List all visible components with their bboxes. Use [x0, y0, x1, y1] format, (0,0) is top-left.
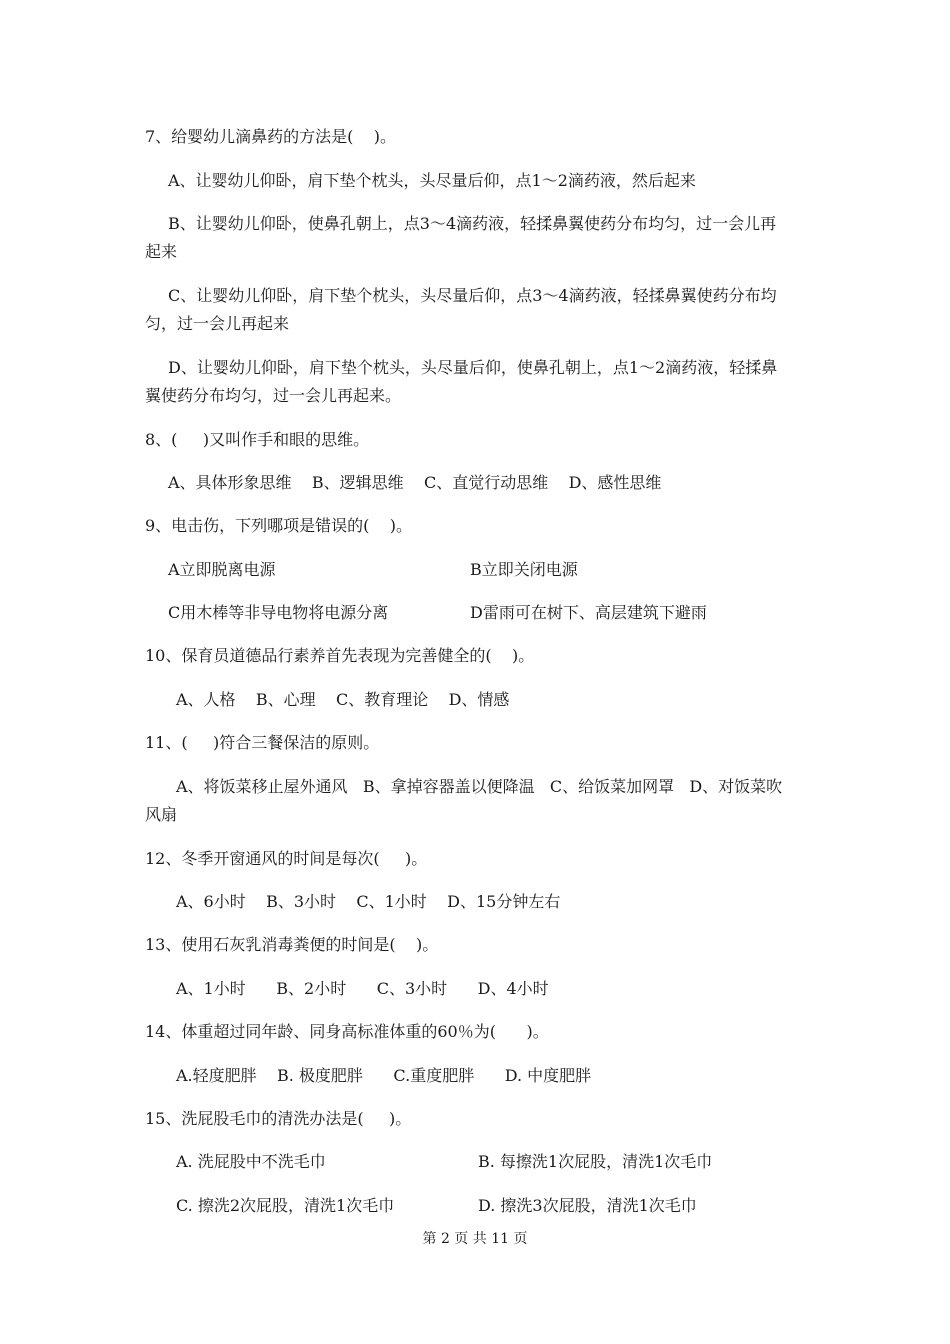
- question-12-stem: 12、冬季开窗通风的时间是每次( )。: [145, 849, 428, 868]
- page-footer: 第 2 页 共 11 页: [422, 1231, 528, 1247]
- question-15-option-b: B. 每擦洗1次屁股，清洗1次毛巾: [478, 1152, 713, 1171]
- question-14-options: A.轻度肥胖 B. 极度肥胖 C.重度肥胖 D. 中度肥胖: [176, 1066, 592, 1085]
- question-7-option-b: B、让婴幼儿仰卧，使鼻孔朝上，点3～4滴药液，轻揉鼻翼使药分布均匀，过一会儿再: [168, 214, 777, 233]
- question-14-stem: 14、体重超过同年龄、同身高标准体重的60％为( )。: [145, 1022, 549, 1041]
- question-9-option-a: A立即脱离电源: [168, 560, 276, 579]
- question-7-option-c: C、让婴幼儿仰卧，肩下垫个枕头，头尽量后仰，点3～4滴药液，轻揉鼻翼使药分布均: [168, 286, 777, 305]
- question-7-option-b-cont: 起来: [145, 242, 178, 261]
- question-15-option-a: A. 洗屁股中不洗毛巾: [176, 1152, 326, 1171]
- question-7-option-d: D、让婴幼儿仰卧，肩下垫个枕头，头尽量后仰，使鼻孔朝上，点1～2滴药液，轻揉鼻: [168, 358, 778, 377]
- question-9-option-d: D雷雨可在树下、高层建筑下避雨: [470, 603, 707, 622]
- question-10-options: A、人格 B、心理 C、教育理论 D、情感: [176, 690, 510, 709]
- question-13-options: A、1小时 B、2小时 C、3小时 D、4小时: [176, 979, 549, 998]
- question-13-stem: 13、使用石灰乳消毒粪便的时间是( )。: [145, 935, 439, 954]
- question-9-option-c: C用木棒等非导电物将电源分离: [168, 603, 389, 622]
- question-15-stem: 15、洗屁股毛巾的清洗办法是( )。: [145, 1109, 412, 1128]
- question-11-stem: 11、( )符合三餐保洁的原则。: [145, 733, 380, 752]
- question-12-options: A、6小时 B、3小时 C、1小时 D、15分钟左右: [176, 892, 561, 911]
- question-7-option-a: A、让婴幼儿仰卧，肩下垫个枕头，头尽量后仰，点1～2滴药液，然后起来: [168, 171, 696, 190]
- question-7-stem: 7、给婴幼儿滴鼻药的方法是( )。: [145, 127, 397, 146]
- question-7-option-c-cont: 匀，过一会儿再起来: [145, 314, 290, 333]
- question-11-options-cont: 风扇: [145, 805, 178, 824]
- question-15-option-d: D. 擦洗3次屁股，清洗1次毛巾: [478, 1196, 697, 1215]
- question-9-stem: 9、电击伤，下列哪项是错误的( )。: [145, 516, 413, 535]
- question-8-stem: 8、( )又叫作手和眼的思维。: [145, 430, 370, 449]
- question-10-stem: 10、保育员道德品行素养首先表现为完善健全的( )。: [145, 646, 535, 665]
- question-15-option-c: C. 擦洗2次屁股，清洗1次毛巾: [176, 1196, 395, 1215]
- question-9-option-b: B立即关闭电源: [470, 560, 578, 579]
- question-11-options: A、将饭菜移止屋外通风 B、拿掉容器盖以便降温 C、给饭菜加网罩 D、对饭菜吹: [176, 777, 783, 796]
- question-8-options: A、具体形象思维 B、逻辑思维 C、直觉行动思维 D、感性思维: [168, 473, 662, 492]
- question-7-option-d-cont: 翼使药分布均匀，过一会儿再起来。: [145, 386, 402, 405]
